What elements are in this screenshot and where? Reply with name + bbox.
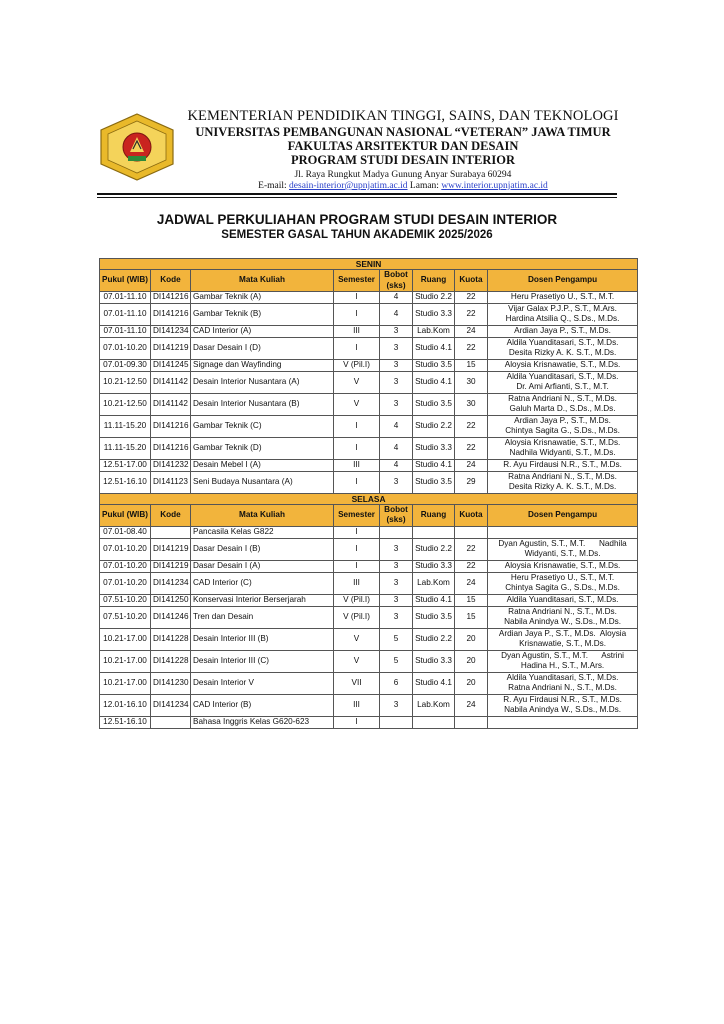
code-cell: DI141228 (151, 628, 191, 650)
lecturer-cell (488, 560, 638, 572)
lecturer-name: Hardina Atsilia Q., S.Ds., M.Ds. (505, 314, 620, 324)
quota-cell: 24 (455, 459, 488, 471)
room-cell: Studio 3.5 (413, 359, 455, 371)
time-cell: 07.01-10.20 (100, 560, 151, 572)
column-header-row (100, 505, 638, 527)
room-cell (413, 526, 455, 538)
site-label: Laman: (409, 180, 439, 191)
quota-cell: 24 (455, 694, 488, 716)
lecturer-cell (488, 538, 638, 560)
day-header-row (100, 259, 638, 270)
room-cell: Studio 2.2 (413, 415, 455, 437)
time-cell: 10.21-17.00 (100, 672, 151, 694)
schedule-table (99, 258, 638, 729)
table-row (100, 359, 638, 371)
lecturer-name: Aldila Yuanditasari, S.T., M.Ds. (506, 338, 619, 348)
column-header: Pukul (WIB) (100, 505, 151, 527)
code-cell: DI141216 (151, 437, 191, 459)
table-row (100, 526, 638, 538)
credits-cell: 3 (380, 471, 413, 493)
lecturer-cell (488, 337, 638, 359)
email-link[interactable]: desain-interior@upnjatim.ac.id (289, 180, 408, 191)
time-cell: 07.01-11.10 (100, 325, 151, 337)
quota-cell: 24 (455, 572, 488, 594)
lecturer-cell (488, 572, 638, 594)
quota-cell: 15 (455, 594, 488, 606)
course-cell: CAD Interior (B) (191, 694, 334, 716)
lecturer-name: Vijar Galax P.J.P., S.T., M.Ars. (508, 304, 617, 314)
room-cell: Studio 3.3 (413, 650, 455, 672)
course-cell: Dasar Desain I (B) (191, 538, 334, 560)
table-row (100, 471, 638, 493)
document-title: JADWAL PERKULIAHAN PROGRAM STUDI DESAIN INTERIOR (156, 212, 558, 227)
column-header: Dosen Pengampu (488, 270, 638, 292)
semester-cell: V (334, 393, 380, 415)
time-cell: 11.11-15.20 (100, 437, 151, 459)
column-header: Ruang (413, 505, 455, 527)
semester-cell: V (334, 628, 380, 650)
room-cell: Studio 4.1 (413, 459, 455, 471)
table-row (100, 393, 638, 415)
credits-cell: 5 (380, 628, 413, 650)
lecturer-name: Nabila Anindya W., S.Ds., M.Ds. (504, 617, 622, 627)
credits-cell: 4 (380, 303, 413, 325)
time-cell: 12.01-16.10 (100, 694, 151, 716)
quota-cell: 22 (455, 291, 488, 303)
lecturer-cell (488, 471, 638, 493)
lecturer-cell (488, 459, 638, 471)
table-row (100, 415, 638, 437)
table-row (100, 560, 638, 572)
code-cell: DI141219 (151, 337, 191, 359)
lecturer-name: Ratna Andriani N., S.T., M.Ds. (508, 472, 617, 482)
table-row (100, 371, 638, 393)
quota-cell (455, 526, 488, 538)
semester-cell: V (Pil.I) (334, 606, 380, 628)
semester-cell: V (334, 650, 380, 672)
lecturer-cell (488, 359, 638, 371)
semester-cell: III (334, 572, 380, 594)
lecturer-name: Ardian Jaya P., S.T., M.Ds. (514, 416, 611, 426)
credits-cell: 3 (380, 371, 413, 393)
column-header: Pukul (WIB) (100, 270, 151, 292)
table-row (100, 538, 638, 560)
semester-cell: I (334, 560, 380, 572)
lecturer-cell (488, 526, 638, 538)
room-cell: Studio 2.2 (413, 538, 455, 560)
quota-cell: 24 (455, 325, 488, 337)
room-cell: Studio 2.2 (413, 291, 455, 303)
time-cell: 12.51-17.00 (100, 459, 151, 471)
ministry-name: KEMENTERIAN PENDIDIKAN TINGGI, SAINS, DAN TEKNOLOGI (187, 108, 619, 124)
credits-cell: 3 (380, 325, 413, 337)
code-cell: DI141234 (151, 572, 191, 594)
quota-cell: 20 (455, 650, 488, 672)
table-row (100, 325, 638, 337)
lecturer-name: Aloysia Krisnawatie, S.T., M.Ds. (504, 561, 621, 571)
lecturer-name: Dyan Agustin, S.T., M.T. Nadhila (498, 538, 627, 548)
lecturer-cell (488, 716, 638, 728)
room-cell: Studio 3.3 (413, 560, 455, 572)
credits-cell: 3 (380, 694, 413, 716)
column-header: Kuota (455, 270, 488, 292)
lecturer-name: Aloysia Krisnawatie, S.T., M.Ds. (504, 360, 621, 370)
lecturer-name: R. Ayu Firdausi N.R., S.T., M.Ds. (503, 694, 622, 704)
credits-cell: 4 (380, 291, 413, 303)
quota-cell: 22 (455, 415, 488, 437)
lecturer-name: Aldila Yuanditasari, S.T., M.Ds. (506, 372, 619, 382)
table-row (100, 303, 638, 325)
course-cell: Desain Interior III (B) (191, 628, 334, 650)
room-cell: Studio 4.1 (413, 672, 455, 694)
quota-cell: 20 (455, 672, 488, 694)
lecturer-cell (488, 628, 638, 650)
semester-cell: I (334, 716, 380, 728)
course-cell: Konservasi Interior Berserjarah (191, 594, 334, 606)
lecturer-name: Widyanti, S.T., M.Ds. (524, 549, 601, 559)
quota-cell: 22 (455, 437, 488, 459)
lecturer-cell (488, 371, 638, 393)
room-cell: Studio 3.5 (413, 393, 455, 415)
lecturer-name: Dyan Agustin, S.T., M.T. Astrini (501, 650, 624, 660)
code-cell (151, 526, 191, 538)
lecturer-cell (488, 291, 638, 303)
course-cell: Pancasila Kelas G822 (191, 526, 334, 538)
lecturer-cell (488, 393, 638, 415)
lecturer-name: Krisnawatie, S.T., M.Ds. (519, 639, 606, 649)
room-cell: Studio 3.5 (413, 471, 455, 493)
lecturer-cell (488, 694, 638, 716)
course-cell: Gambar Teknik (B) (191, 303, 334, 325)
semester-cell: V (334, 371, 380, 393)
email-label: E-mail: (258, 180, 287, 191)
code-cell: DI141123 (151, 471, 191, 493)
table-row (100, 628, 638, 650)
course-cell: Bahasa Inggris Kelas G620-623 (191, 716, 334, 728)
time-cell: 07.01-10.20 (100, 572, 151, 594)
document-subtitle: SEMESTER GASAL TAHUN AKADEMIK 2025/2026 (221, 229, 493, 241)
room-cell: Studio 2.2 (413, 628, 455, 650)
letterhead (178, 108, 628, 192)
semester-cell: III (334, 694, 380, 716)
course-cell: Desain Interior V (191, 672, 334, 694)
credits-cell: 3 (380, 337, 413, 359)
column-header: Semester (334, 505, 380, 527)
room-cell (413, 716, 455, 728)
column-header: Bobot (sks) (380, 505, 413, 527)
lecturer-name: Desita Rizky A. K. S.T., M.Ds. (508, 348, 617, 358)
time-cell: 12.51-16.10 (100, 716, 151, 728)
table-row (100, 437, 638, 459)
course-cell: Gambar Teknik (D) (191, 437, 334, 459)
course-cell: Signage dan Wayfinding (191, 359, 334, 371)
table-row (100, 459, 638, 471)
column-header: Semester (334, 270, 380, 292)
code-cell: DI141216 (151, 303, 191, 325)
lecturer-cell (488, 325, 638, 337)
code-cell: DI141216 (151, 291, 191, 303)
semester-cell: III (334, 459, 380, 471)
lecturer-cell (488, 650, 638, 672)
table-row (100, 594, 638, 606)
room-cell: Studio 4.1 (413, 594, 455, 606)
time-cell: 07.01-10.20 (100, 538, 151, 560)
quota-cell: 22 (455, 337, 488, 359)
lecturer-name: Dr. Ami Arfianti, S.T., M.T. (516, 382, 609, 392)
day-name: SENIN (100, 259, 638, 270)
code-cell: DI141219 (151, 560, 191, 572)
contact-line (178, 181, 628, 192)
lecturer-cell (488, 672, 638, 694)
code-cell: DI141234 (151, 694, 191, 716)
course-cell: Seni Budaya Nusantara (A) (191, 471, 334, 493)
lecturer-name: Ardian Jaya P., S.T., M.Ds. Aloysia (498, 628, 627, 638)
lecturer-name: Ratna Andriani N., S.T., M.Ds. (508, 683, 617, 693)
table-row (100, 606, 638, 628)
table-row (100, 694, 638, 716)
course-cell: Desain Interior Nusantara (A) (191, 371, 334, 393)
semester-cell: I (334, 538, 380, 560)
lecturer-name: Desita Rizky A. K. S.T., M.Ds. (508, 482, 617, 492)
course-cell: Desain Interior III (C) (191, 650, 334, 672)
column-header: Dosen Pengampu (488, 505, 638, 527)
lecturer-cell (488, 303, 638, 325)
lecturer-name: Nabila Anindya W., S.Ds., M.Ds. (504, 705, 622, 715)
room-cell: Lab.Kom (413, 572, 455, 594)
code-cell: DI141230 (151, 672, 191, 694)
time-cell: 07.51-10.20 (100, 606, 151, 628)
website-link[interactable]: www.interior.upnjatim.ac.id (441, 180, 548, 191)
credits-cell: 3 (380, 560, 413, 572)
time-cell: 10.21-12.50 (100, 371, 151, 393)
time-cell: 12.51-16.10 (100, 471, 151, 493)
room-cell: Lab.Kom (413, 694, 455, 716)
code-cell: DI141142 (151, 371, 191, 393)
column-header-row (100, 270, 638, 292)
room-cell: Studio 4.1 (413, 337, 455, 359)
time-cell: 07.01-11.10 (100, 291, 151, 303)
quota-cell: 29 (455, 471, 488, 493)
time-cell: 10.21-17.00 (100, 650, 151, 672)
credits-cell: 5 (380, 650, 413, 672)
course-cell: Dasar Desain I (A) (191, 560, 334, 572)
lecturer-name: Heru Prasetiyo U., S.T., M.T. (510, 292, 615, 302)
address: Jl. Raya Rungkut Madya Gunung Anyar Surabaya 60294 (294, 169, 512, 180)
table-row (100, 650, 638, 672)
lecturer-cell (488, 415, 638, 437)
code-cell: DI141228 (151, 650, 191, 672)
lecturer-name: Ratna Andriani N., S.T., M.Ds. (508, 394, 617, 404)
table-row (100, 337, 638, 359)
room-cell: Studio 3.3 (413, 303, 455, 325)
semester-cell: I (334, 437, 380, 459)
table-row (100, 572, 638, 594)
course-cell: Tren dan Desain (191, 606, 334, 628)
credits-cell: 3 (380, 572, 413, 594)
room-cell: Studio 4.1 (413, 371, 455, 393)
course-cell: Gambar Teknik (C) (191, 415, 334, 437)
lecturer-cell (488, 594, 638, 606)
time-cell: 07.01-08.40 (100, 526, 151, 538)
column-header: Ruang (413, 270, 455, 292)
code-cell: DI141219 (151, 538, 191, 560)
time-cell: 10.21-17.00 (100, 628, 151, 650)
lecturer-name: Chintya Sagita G., S.Ds., M.Ds. (505, 426, 620, 436)
credits-cell: 3 (380, 359, 413, 371)
lecturer-name: R. Ayu Firdausi N.R., S.T., M.Ds. (503, 460, 622, 470)
quota-cell: 22 (455, 538, 488, 560)
semester-cell: I (334, 526, 380, 538)
code-cell: DI141245 (151, 359, 191, 371)
lecturer-name: Heru Prasetiyo U., S.T., M.T. (510, 572, 615, 582)
lecturer-name: Hadina H., S.T., M.Ars. (520, 661, 605, 671)
lecturer-name: Ardian Jaya P., S.T., M.Ds. (514, 326, 611, 336)
semester-cell: I (334, 415, 380, 437)
quota-cell: 15 (455, 606, 488, 628)
lecturer-cell (488, 437, 638, 459)
time-cell: 10.21-12.50 (100, 393, 151, 415)
semester-cell: I (334, 471, 380, 493)
program-name: PROGRAM STUDI DESAIN INTERIOR (291, 153, 515, 168)
semester-cell: V (Pil.I) (334, 359, 380, 371)
column-header: Mata Kuliah (191, 505, 334, 527)
credits-cell: 3 (380, 594, 413, 606)
quota-cell: 30 (455, 371, 488, 393)
semester-cell: III (334, 325, 380, 337)
table-row (100, 716, 638, 728)
course-cell: Gambar Teknik (A) (191, 291, 334, 303)
credits-cell (380, 526, 413, 538)
university-logo (97, 112, 177, 182)
lecturer-name: Ratna Andriani N., S.T., M.Ds. (508, 606, 617, 616)
table-row (100, 291, 638, 303)
column-header: Kuota (455, 505, 488, 527)
lecturer-name: Aloysia Krisnawatie, S.T., M.Ds. (504, 438, 621, 448)
credits-cell (380, 716, 413, 728)
course-cell: CAD Interior (A) (191, 325, 334, 337)
credits-cell: 3 (380, 538, 413, 560)
quota-cell: 20 (455, 628, 488, 650)
lecturer-name: Galuh Marta D., S.Ds., M.Ds. (509, 404, 616, 414)
room-cell: Studio 3.5 (413, 606, 455, 628)
time-cell: 07.01-11.10 (100, 303, 151, 325)
lecturer-name: Aldila Yuanditasari, S.T., M.Ds. (506, 672, 619, 682)
code-cell: DI141250 (151, 594, 191, 606)
course-cell: Desain Interior Nusantara (B) (191, 393, 334, 415)
quota-cell: 15 (455, 359, 488, 371)
credits-cell: 3 (380, 393, 413, 415)
lecturer-cell (488, 606, 638, 628)
room-cell: Lab.Kom (413, 325, 455, 337)
semester-cell: I (334, 337, 380, 359)
quota-cell: 22 (455, 560, 488, 572)
day-header-row (100, 493, 638, 504)
credits-cell: 3 (380, 606, 413, 628)
code-cell: DI141232 (151, 459, 191, 471)
university-name: UNIVERSITAS PEMBANGUNAN NASIONAL “VETERAN” JAWA TIMUR (195, 124, 611, 139)
credits-cell: 4 (380, 437, 413, 459)
semester-cell: I (334, 291, 380, 303)
column-header: Kode (151, 505, 191, 527)
quota-cell (455, 716, 488, 728)
code-cell: DI141246 (151, 606, 191, 628)
column-header: Kode (151, 270, 191, 292)
credits-cell: 4 (380, 415, 413, 437)
course-cell: CAD Interior (C) (191, 572, 334, 594)
time-cell: 07.51-10.20 (100, 594, 151, 606)
room-cell: Studio 3.3 (413, 437, 455, 459)
credits-cell: 6 (380, 672, 413, 694)
quota-cell: 30 (455, 393, 488, 415)
lecturer-name: Chintya Sagita G., S.Ds., M.Ds. (505, 583, 620, 593)
column-header: Bobot (sks) (380, 270, 413, 292)
day-name: SELASA (100, 493, 638, 504)
letterhead-rule-thick (97, 193, 617, 195)
course-cell: Dasar Desain I (D) (191, 337, 334, 359)
course-cell: Desain Mebel I (A) (191, 459, 334, 471)
code-cell: DI141216 (151, 415, 191, 437)
semester-cell: VII (334, 672, 380, 694)
time-cell: 11.11-15.20 (100, 415, 151, 437)
lecturer-name: Aldila Yuanditasari, S.T., M.Ds. (506, 595, 619, 605)
code-cell: DI141234 (151, 325, 191, 337)
credits-cell: 4 (380, 459, 413, 471)
quota-cell: 22 (455, 303, 488, 325)
semester-cell: I (334, 303, 380, 325)
semester-cell: V (Pil.I) (334, 594, 380, 606)
code-cell: DI141142 (151, 393, 191, 415)
time-cell: 07.01-10.20 (100, 337, 151, 359)
code-cell (151, 716, 191, 728)
faculty-name: FAKULTAS ARSITEKTUR DAN DESAIN (287, 139, 519, 154)
lecturer-name: Nadhila Widyanti, S.T., M.Ds. (509, 448, 616, 458)
column-header: Mata Kuliah (191, 270, 334, 292)
letterhead-rule-thin (97, 197, 617, 198)
time-cell: 07.01-09.30 (100, 359, 151, 371)
table-row (100, 672, 638, 694)
